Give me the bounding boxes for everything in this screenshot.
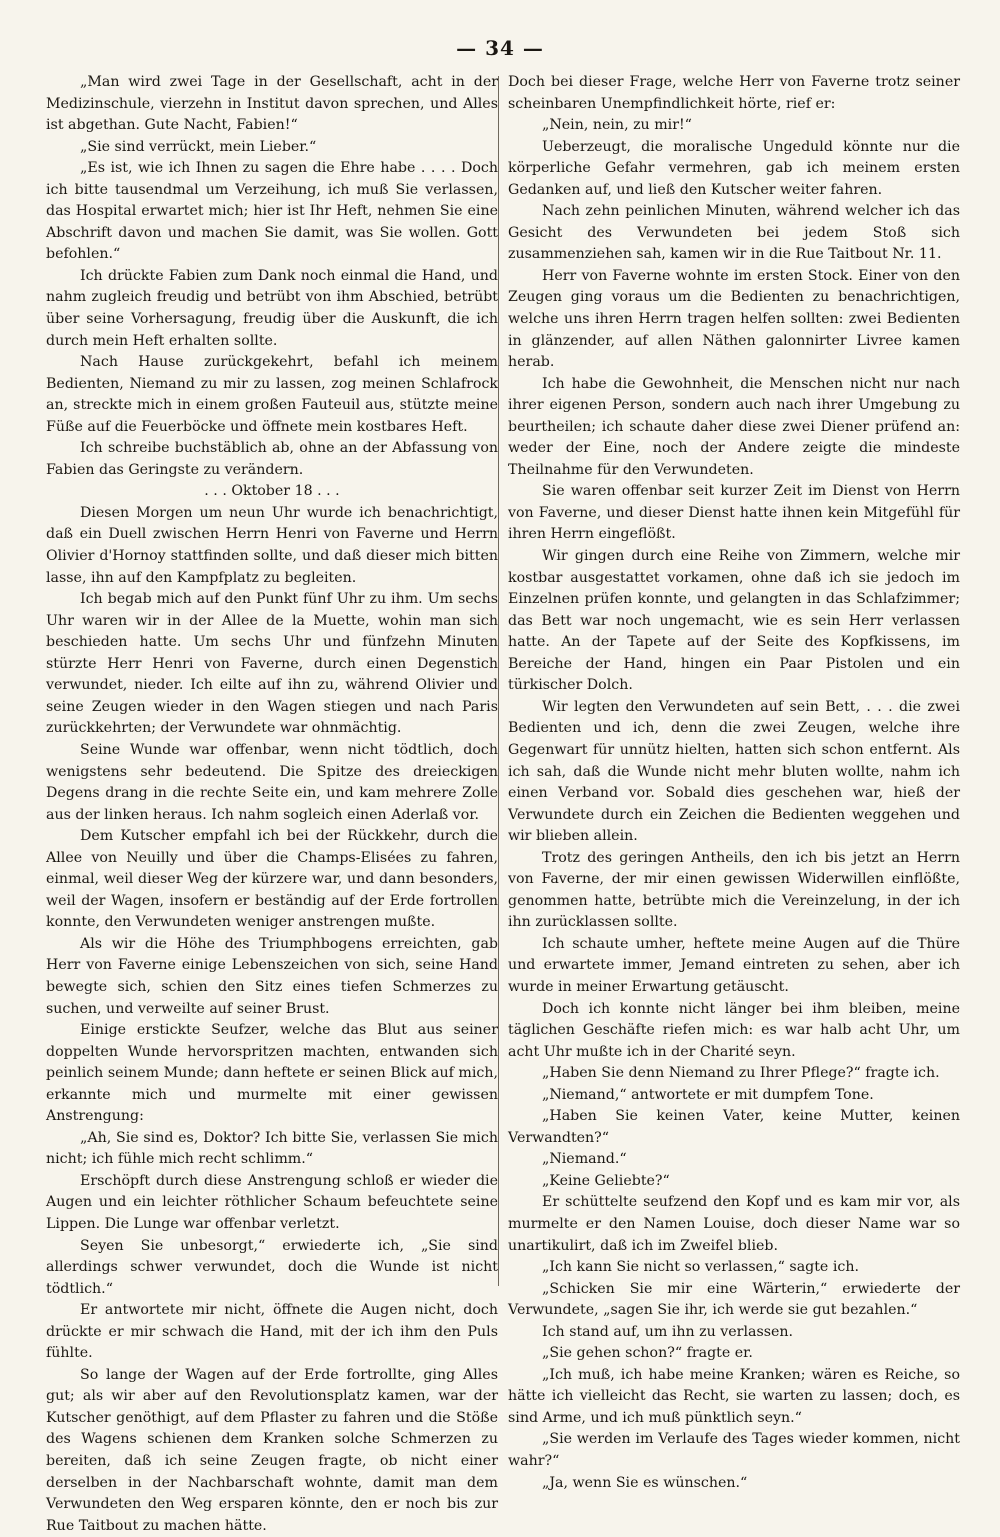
paragraph: Ich begab mich auf den Punkt fünf Uhr zu ihm. Um sechs Uhr waren wir in der Allee de la Muette, wohin man sich beschieden hatte. Um sechs Uhr und fünfzehn Minuten stürzte Herr Henri von Faverne, durch einen Degenstich verwundet, nieder. Ich eilte auf ihn zu, während Olivier und seine Zeugen wieder in den Wagen stiegen und nach Paris zurückkehrten; der Verwundete war ohnmächtig.: [46, 591, 498, 737]
paragraph: „Sie werden im Verlaufe des Tages wieder kommen, nicht wahr?“: [508, 1431, 960, 1469]
paragraph: Ich stand auf, um ihn zu verlassen.: [542, 1323, 794, 1340]
paragraph: Ich habe die Gewohnheit, die Menschen nicht nur nach ihrer eigenen Person, sondern auch nach ihrer Umgebung zu beurtheilen; ich schaute daher diese zwei Diener prüfend an: weder der Eine, noch der Andere zeigte die mindeste Theilnahme für den Verwundeten.: [508, 375, 960, 478]
paragraph: Sie waren offenbar seit kurzer Zeit im Dienst von Herrn von Faverne, und dieser Dienst hatte ihnen kein Mitgefühl für ihren Herrn eingeflößt.: [508, 483, 960, 543]
paragraph: „Niemand.“: [542, 1151, 627, 1168]
paragraph: Wir legten den Verwundeten auf sein Bett, . . . die zwei Bedienten und ich, denn die zwei Zeugen, welche ihre Gegenwart für unnütz hielten, hatten sich schon entfernt. Als ich sah, daß die Wunde nicht mehr bluten wollte, nahm ich einen Verband vor. Sobald dies geschehen war, hieß der Verwundete durch ein Zeichen die Bedienten weggehen und wir blieben allein.: [508, 698, 960, 845]
paragraph: Wir gingen durch eine Reihe von Zimmern, welche mir kostbar ausgestattet vorkamen, ohne daß ich sie jedoch im Einzelnen prüfen konnte, und gelangten in das Schlafzimmer; das Bett war noch ungemacht, wie es sein Herr verlassen hatte. An der Tapete auf der Seite des Kopfkissens, im Bereiche der Hand, hingen ein Paar Pistolen und ein türkischer Dolch.: [508, 548, 960, 694]
paragraph: „Ah, Sie sind es, Doktor? Ich bitte Sie, verlassen Sie mich nicht; ich fühle mich recht schlimm.“: [46, 1129, 498, 1168]
page-number: — 34 —: [456, 36, 544, 60]
paragraph: Ich schreibe buchstäblich ab, ohne an der Abfassung von Fabien das Geringste zu verändern.: [46, 440, 498, 478]
paragraph: Ueberzeugt, die moralische Ungeduld könnte nur die körperliche Gefahr vermehren, gab ich meinem ersten Gedanken auf, und ließ den Kutscher weiter fahren.: [508, 138, 960, 198]
paragraph: Dem Kutscher empfahl ich bei der Rückkehr, durch die Allee von Neuilly und über die Champs-Elisées zu fahren, einmal, weil dieser Weg der kürzere war, und dann besonders, weil der Wagen, insofern er beständig auf der Erde fortrollen konnte, den Verwundeten weniger anstrengen mußte.: [46, 828, 498, 931]
paragraph: „Sie sind verrückt, mein Lieber.“: [80, 138, 317, 155]
paragraph: „Schicken Sie mir eine Wärterin,“ erwiederte der Verwundete, „sagen Sie ihr, ich werde sie gut bezahlen.“: [508, 1280, 960, 1319]
paragraph: Erschöpft durch diese Anstrengung schloß er wieder die Augen und ein leichter röthlicher Schaum befeuchtete seine Lippen. Die Lunge war offenbar verletzt.: [46, 1172, 498, 1232]
paragraph: „Man wird zwei Tage in der Gesellschaft, acht in der Medizinschule, vierzehn in Institut davon sprechen, und Alles ist abgethan. Gute Nacht, Fabien!“: [46, 74, 498, 134]
paragraph: „Ja, wenn Sie es wünschen.“: [542, 1474, 748, 1491]
right-column: [508, 72, 960, 1491]
paragraph: So lange der Wagen auf der Erde fortrollte, ging Alles gut; als wir aber auf den Revolutionsplatz kamen, war der Kutscher genöthigt, auf dem Pflaster zu fahren und die Stöße des Wagens schienen dem Kranken solche Schmerzen zu bereiten, daß ich seine Zeugen fragte, ob nicht einer derselben in der Nachbarschaft wohnte, damit man dem Verwundeten den Weg ersparen könnte, den er noch bis zur Rue Taitbout zu machen hätte.: [46, 1366, 498, 1534]
paragraph: . . . Oktober 18 . . .: [204, 483, 340, 500]
paragraph: Doch bei dieser Frage, welche Herr von Faverne trotz seiner scheinbaren Unempfindlichkeit hörte, rief er:: [508, 74, 960, 112]
paragraph: „Haben Sie keinen Vater, keine Mutter, keinen Verwandten?“: [508, 1108, 960, 1146]
paragraph: Als wir die Höhe des Triumphbogens erreichten, gab Herr von Faverne einige Lebenszeichen von sich, seine Hand bewegte sich, schien den Sitz eines tiefen Schmerzes zu suchen, und verweilte auf seiner Brust.: [46, 935, 498, 1017]
paragraph: Einige erstickte Seufzer, welche das Blut aus seiner doppelten Wunde hervorspritzen machten, entwanden sich peinlich seinem Munde; dann heftete er seinen Blick auf mich, erkannte mich und murmelte mit einer gewissen Anstrengung:: [46, 1022, 498, 1125]
paragraph: „Niemand,“ antwortete er mit dumpfem Tone.: [542, 1086, 874, 1103]
paragraph: „Sie gehen schon?“ fragte er.: [542, 1345, 753, 1362]
paragraph: Seyen Sie unbesorgt,“ erwiederte ich, „Sie sind allerdings schwer verwundet, doch die Wunde ist nicht tödtlich.“: [46, 1237, 498, 1297]
column-divider: [498, 76, 499, 1286]
paragraph: „Haben Sie denn Niemand zu Ihrer Pflege?“ fragte ich.: [542, 1065, 940, 1082]
paragraph: „Keine Geliebte?“: [542, 1172, 670, 1189]
paragraph: Trotz des geringen Antheils, den ich bis jetzt an Herrn von Faverne, der mir einen gewissen Widerwillen einflößte, genommen hatte, betrübte mich die Vereinzelung, in der ich ihn zurücklassen sollte.: [508, 849, 960, 931]
paragraph: Ich drückte Fabien zum Dank noch einmal die Hand, und nahm zugleich freudig und betrübt von ihm Abschied, betrübt über seine Vorhersagung, freudig über die Auskunft, die ich durch mein Heft erhalten sollte.: [46, 267, 498, 349]
paragraph: Er schüttelte seufzend den Kopf und es kam mir vor, als murmelte er den Namen Louise, doch dieser Name war so unartikulirt, daß ich im Zweifel blieb.: [508, 1194, 960, 1254]
paragraph: „Nein, nein, zu mir!“: [542, 117, 692, 134]
left-column: [46, 72, 498, 1534]
paragraph: Seine Wunde war offenbar, wenn nicht tödtlich, doch wenigstens sehr bedeutend. Die Spitze des dreieckigen Degens drang in die rechte Seite ein, und kam mehrere Zolle aus der linken heraus. Ich nahm sogleich einen Aderlaß vor.: [46, 741, 498, 823]
paragraph: „Es ist, wie ich Ihnen zu sagen die Ehre habe . . . . Doch ich bitte tausendmal um Verzeihung, ich muß Sie verlassen, das Hospital erwartet mich; hier ist Ihr Heft, nehmen Sie eine Abschrift davon und machen Sie damit, was Sie wollen. Gott befohlen.“: [46, 160, 498, 263]
paragraph: Diesen Morgen um neun Uhr wurde ich benachrichtigt, daß ein Duell zwischen Herrn Henri von Faverne und Herrn Olivier d'Hornoy stattfinden sollte, und daß dieser mich bitten lasse, ihn auf den Kampfplatz zu begleiten.: [46, 504, 498, 586]
paragraph: Nach zehn peinlichen Minuten, während welcher ich das Gesicht des Verwundeten bei jedem Stoß sich zusammenziehen sah, kamen wir in die Rue Taitbout Nr. 11.: [508, 203, 960, 263]
paragraph: Ich schaute umher, heftete meine Augen auf die Thüre und erwartete immer, Jemand eintreten zu sehen, aber ich wurde in meiner Erwartung getäuscht.: [508, 935, 960, 995]
paragraph: Herr von Faverne wohnte im ersten Stock. Einer von den Zeugen ging voraus um die Bedienten zu benachrichtigen, welche uns ihren Herrn tragen helfen sollten: zwei Bedienten in glänzender, auf allen Näthen galonnirter Livree kamen herab.: [508, 267, 960, 371]
paragraph: Nach Hause zurückgekehrt, befahl ich meinem Bedienten, Niemand zu mir zu lassen, zog meinen Schlafrock an, streckte mich in einem großen Fauteuil aus, stützte meine Füße auf die Feuerböcke und öffnete mein kostbares Heft.: [46, 354, 498, 435]
paragraph: Doch ich konnte nicht länger bei ihm bleiben, meine täglichen Geschäfte riefen mich: es war halb acht Uhr, um acht Uhr mußte ich in der Charité seyn.: [508, 1000, 960, 1060]
paragraph: „Ich kann Sie nicht so verlassen,“ sagte ich.: [542, 1259, 859, 1276]
paragraph: Er antwortete mir nicht, öffnete die Augen nicht, doch drückte er mir schwach die Hand, mit der ich ihm den Puls fühlte.: [46, 1302, 498, 1362]
paragraph: „Ich muß, ich habe meine Kranken; wären es Reiche, so hätte ich vielleicht das Recht, sie warten zu lassen; doch, es sind Arme, und ich muß pünktlich seyn.“: [508, 1366, 960, 1426]
